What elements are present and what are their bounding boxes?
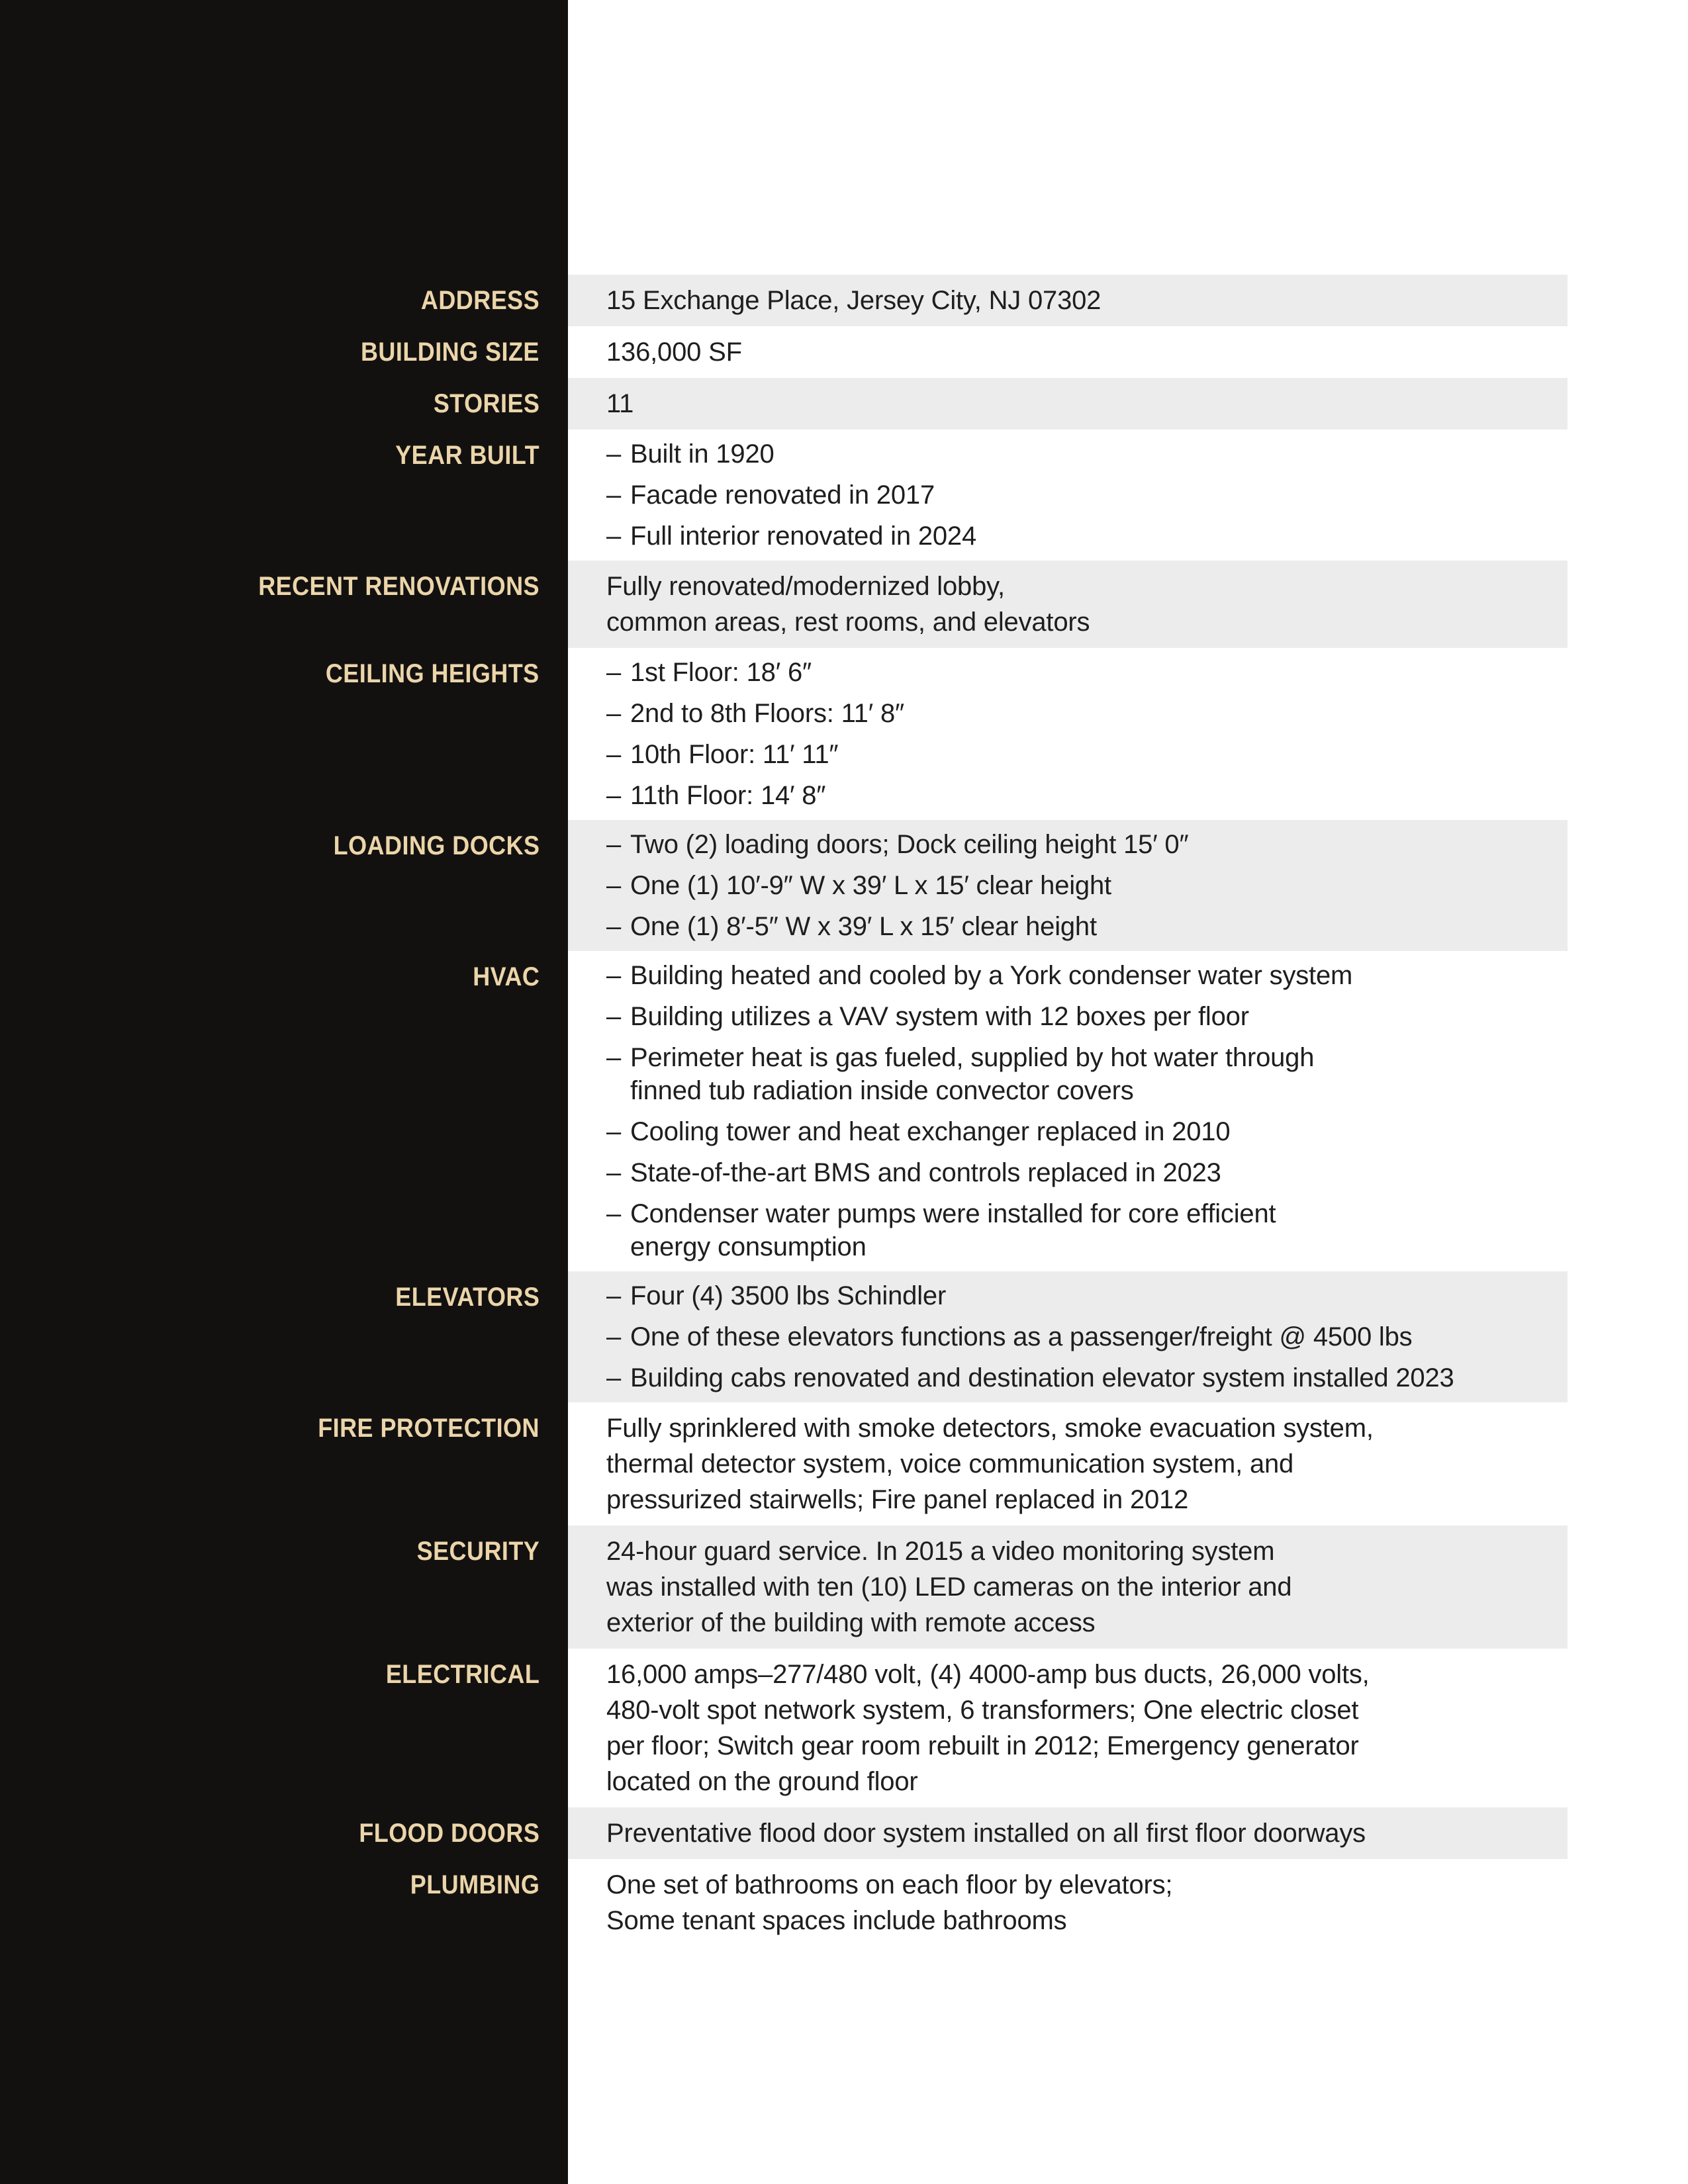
row-label-cell: [0, 1525, 539, 1568]
bullet-item: [606, 1156, 1541, 1189]
row-label-cell: [0, 951, 539, 993]
value-line: 11th Floor: 14′ 8″: [630, 781, 826, 810]
row-label: FIRE PROTECTION: [318, 1414, 539, 1443]
row-label-cell: [0, 1649, 539, 1691]
bullet-item: [606, 1197, 1541, 1263]
row-label: YEAR BUILT: [395, 441, 539, 470]
bullet-dash: –: [606, 912, 622, 941]
value-line: thermal detector system, voice communication system, and: [606, 1449, 1294, 1479]
value-line: One (1) 10′-9″ W x 39′ L x 15′ clear height: [630, 871, 1111, 900]
value-line: 11: [606, 389, 634, 418]
spec-row-address: [0, 275, 1688, 326]
bullet-item: [606, 478, 1541, 512]
bullet-item: [606, 738, 1541, 771]
value-line: One (1) 8′-5″ W x 39′ L x 15′ clear height: [630, 912, 1097, 941]
bullet-item: [606, 1115, 1541, 1148]
spec-row-recent-renovations: [0, 561, 1688, 648]
bullet-dash: –: [606, 1281, 622, 1310]
bullet-item: [606, 437, 1541, 471]
value-line: Built in 1920: [630, 439, 774, 469]
bullet-dash: –: [606, 1363, 622, 1392]
row-content: [568, 1807, 1568, 1859]
bullet-item: [606, 779, 1541, 812]
bullet-dash: –: [606, 1117, 622, 1146]
bullet-item: [606, 959, 1541, 992]
bullet-dash: –: [606, 439, 622, 469]
bullet-dash: –: [606, 781, 622, 810]
row-label-cell: [0, 820, 539, 862]
row-label-cell: [0, 1402, 539, 1445]
row-label: ELEVATORS: [395, 1283, 539, 1312]
bullet-item: [606, 1279, 1541, 1312]
row-label: BUILDING SIZE: [361, 338, 539, 367]
spec-row-electrical: [0, 1649, 1688, 1807]
bullet-dash: –: [606, 1322, 622, 1351]
value-line: State-of-the-art BMS and controls replaced in 2023: [630, 1158, 1221, 1187]
bullet-item: [606, 1000, 1541, 1033]
row-label: PLUMBING: [410, 1870, 539, 1899]
value-line: One of these elevators functions as a passenger/freight @ 4500 lbs: [630, 1322, 1413, 1351]
value-line: Preventative flood door system installed on all first floor doorways: [606, 1819, 1366, 1848]
row-label: SECURITY: [416, 1537, 539, 1566]
row-label-cell: [0, 326, 539, 369]
value-line: Cooling tower and heat exchanger replaced in 2010: [630, 1117, 1231, 1146]
row-label-cell: [0, 648, 539, 690]
building-spec-table: [0, 275, 1688, 1946]
row-content: [568, 275, 1568, 326]
spec-row-year-built: [0, 430, 1688, 561]
bullet-item: [606, 869, 1541, 902]
row-content: [568, 378, 1568, 430]
row-content: [568, 1859, 1568, 1946]
value-line: Building utilizes a VAV system with 12 boxes per floor: [630, 1002, 1249, 1031]
value-line: 15 Exchange Place, Jersey City, NJ 07302: [606, 286, 1102, 315]
row-content: [568, 951, 1568, 1271]
spec-row-loading-docks: [0, 820, 1688, 951]
bullet-item: [606, 1041, 1541, 1107]
row-content: [568, 1402, 1568, 1525]
spec-row-security: [0, 1525, 1688, 1649]
value-line: per floor; Switch gear room rebuilt in 2012; Emergency generator: [606, 1731, 1359, 1760]
value-line: Full interior renovated in 2024: [630, 522, 976, 551]
bullet-dash: –: [606, 480, 622, 510]
bullet-item: [606, 656, 1541, 689]
row-content: [568, 561, 1568, 648]
spec-row-hvac: [0, 951, 1688, 1271]
bullet-item: [606, 697, 1541, 730]
value-line: 1st Floor: 18′ 6″: [630, 658, 812, 687]
value-line: Four (4) 3500 lbs Schindler: [630, 1281, 947, 1310]
value-line: Facade renovated in 2017: [630, 480, 935, 510]
bullet-dash: –: [606, 658, 622, 687]
row-content: [568, 430, 1568, 561]
spec-row-stories: [0, 378, 1688, 430]
bullet-dash: –: [606, 740, 622, 769]
value-line: Perimeter heat is gas fueled, supplied by hot water through: [630, 1043, 1315, 1072]
row-label: LOADING DOCKS: [333, 831, 539, 860]
row-label-cell: [0, 1807, 539, 1850]
value-line: 2nd to 8th Floors: 11′ 8″: [630, 699, 904, 728]
value-line: finned tub radiation inside convector covers: [630, 1076, 1134, 1105]
spec-row-building-size: [0, 326, 1688, 378]
spec-row-plumbing: [0, 1859, 1688, 1946]
row-label: STORIES: [433, 389, 539, 418]
row-content: [568, 326, 1568, 378]
bullet-dash: –: [606, 871, 622, 900]
value-line: was installed with ten (10) LED cameras on the interior and: [606, 1572, 1292, 1602]
row-label-cell: [0, 378, 539, 420]
value-line: 24-hour guard service. In 2015 a video monitoring system: [606, 1537, 1275, 1566]
row-content: [568, 1649, 1568, 1807]
row-content: [568, 820, 1568, 951]
row-content: [568, 1271, 1568, 1402]
bullet-item: [606, 1320, 1541, 1353]
bullet-dash: –: [606, 1199, 622, 1228]
row-label-cell: [0, 561, 539, 603]
value-line: Two (2) loading doors; Dock ceiling height 15′ 0″: [630, 830, 1189, 859]
row-label: ELECTRICAL: [385, 1660, 539, 1689]
row-label: HVAC: [472, 962, 539, 991]
value-line: common areas, rest rooms, and elevators: [606, 608, 1090, 637]
row-content: [568, 1525, 1568, 1649]
bullet-item: [606, 1361, 1541, 1394]
value-line: One set of bathrooms on each floor by elevators;: [606, 1870, 1173, 1899]
bullet-dash: –: [606, 1002, 622, 1031]
bullet-dash: –: [606, 699, 622, 728]
value-line: Fully sprinklered with smoke detectors, smoke evacuation system,: [606, 1414, 1374, 1443]
row-content: [568, 648, 1568, 820]
row-label: ADDRESS: [420, 286, 539, 315]
spec-row-ceiling-heights: [0, 648, 1688, 820]
value-line: energy consumption: [630, 1232, 867, 1261]
value-line: pressurized stairwells; Fire panel replaced in 2012: [606, 1485, 1189, 1514]
value-line: 10th Floor: 11′ 11″: [630, 740, 839, 769]
row-label-cell: [0, 1271, 539, 1314]
spec-row-flood-doors: [0, 1807, 1688, 1859]
value-line: Building heated and cooled by a York condenser water system: [630, 961, 1353, 990]
bullet-item: [606, 520, 1541, 553]
value-line: Building cabs renovated and destination elevator system installed 2023: [630, 1363, 1454, 1392]
bullet-dash: –: [606, 830, 622, 859]
bullet-dash: –: [606, 522, 622, 551]
row-label-cell: [0, 275, 539, 317]
value-line: exterior of the building with remote access: [606, 1608, 1096, 1637]
row-label: CEILING HEIGHTS: [326, 659, 539, 688]
value-line: 480-volt spot network system, 6 transformers; One electric closet: [606, 1696, 1359, 1725]
bullet-item: [606, 910, 1541, 943]
row-label: FLOOD DOORS: [359, 1819, 539, 1848]
value-line: Condenser water pumps were installed for core efficient: [630, 1199, 1276, 1228]
bullet-dash: –: [606, 961, 622, 990]
spec-row-fire-protection: [0, 1402, 1688, 1525]
value-line: located on the ground floor: [606, 1767, 918, 1796]
spec-row-elevators: [0, 1271, 1688, 1402]
value-line: Some tenant spaces include bathrooms: [606, 1906, 1067, 1935]
bullet-dash: –: [606, 1043, 622, 1072]
bullet-item: [606, 828, 1541, 861]
value-line: 136,000 SF: [606, 338, 742, 367]
value-line: 16,000 amps–277/480 volt, (4) 4000-amp bus ducts, 26,000 volts,: [606, 1660, 1370, 1689]
row-label: RECENT RENOVATIONS: [258, 572, 539, 601]
row-label-cell: [0, 1859, 539, 1901]
bullet-dash: –: [606, 1158, 622, 1187]
value-line: Fully renovated/modernized lobby,: [606, 572, 1005, 601]
row-label-cell: [0, 430, 539, 472]
